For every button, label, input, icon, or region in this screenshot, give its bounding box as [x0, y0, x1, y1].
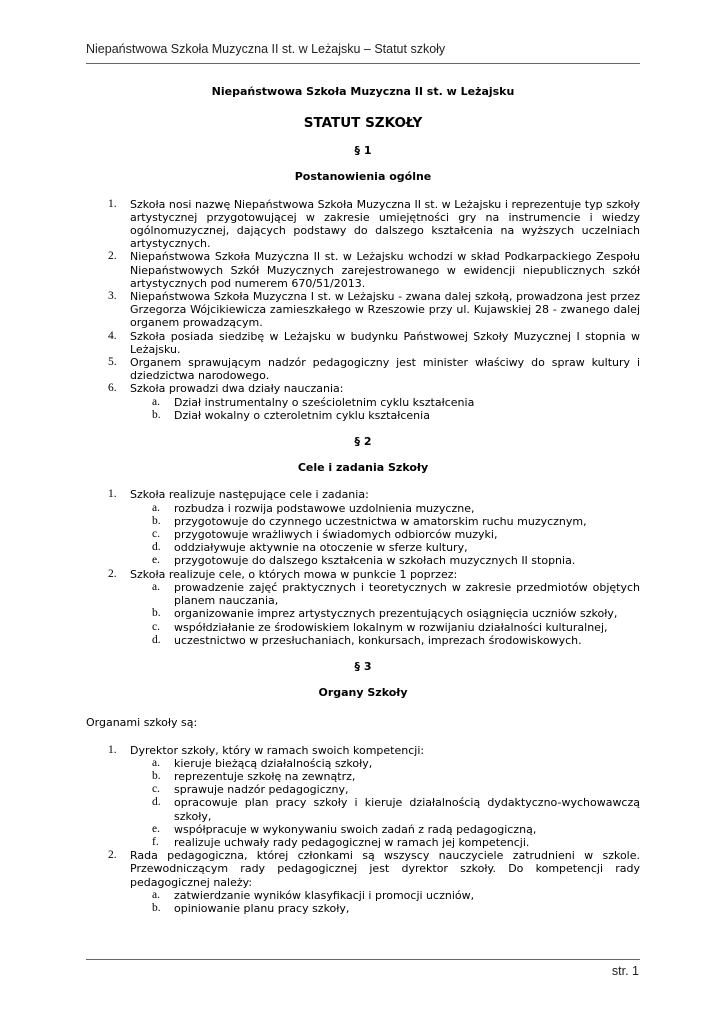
section-3-mark: § 3 — [354, 659, 372, 673]
section-2-heading: Cele i zadania Szkoły — [297, 461, 429, 475]
section-3-intro: Organami szkoły są: — [86, 716, 198, 730]
header-divider — [86, 63, 640, 64]
sub-list-item: c. współdziałanie ze środowiskiem lokalnym w rozwijaniu działalności kulturalnej, — [152, 620, 608, 634]
sub-list-item: c. przygotowuje wrażliwych i świadomych odbiorców muzyki, — [152, 528, 498, 542]
sub-list — [130, 396, 640, 422]
section-2-list — [86, 488, 640, 646]
running-header: Niepaństwowa Szkoła Muzyczna II st. w Leżajsku – Statut szkoły — [86, 42, 446, 56]
sub-list-item: b. Dział wokalny o czteroletnim cyklu kształcenia — [152, 408, 430, 422]
sub-list-item: a. zatwierdzanie wyników klasyfikacji i promocji uczniów, — [152, 888, 475, 902]
list-item: 4. Szkoła posiada siedzibę w Leżajsku w budynku Państwowej Szkoły Muzycznej I stopnia w Leżajsku. — [108, 329, 640, 356]
section-3-heading: Organy Szkoły — [318, 686, 408, 700]
sub-list-item: a. prowadzenie zajęć praktycznych i teoretycznych w zakresie przedmiotów objętych planem nauczania, — [152, 580, 640, 608]
sub-list-item: d. opracowuje plan pracy szkoły i kieruje działalnością dydaktyczno-wychowawczą szkoły, — [152, 796, 640, 823]
sub-list-item: c. sprawuje nadzór pedagogiczny, — [152, 783, 349, 797]
list-item: 6. Szkoła prowadzi dwa działy nauczania: a. Dział instrumentalny o sześcioletnim cyklu kształcenia b. Dział wokalny o czteroletnim cyklu kształcenia — [86, 382, 640, 422]
list-item: 2. Niepaństwowa Szkoła Muzyczna II st. w Leżajsku wchodzi w skład Podkarpackiego Zespołu Niepaństwowych Szkół Muzycznych zarejestrowanego w ewidencji niepublicznych szkół artystycznych pod numerem 670/51/2013. — [108, 250, 640, 290]
sub-list-item: a. kieruje bieżącą działalnością szkoły, — [152, 756, 373, 770]
sub-list-item: e. przygotowuje do dalszego kształcenia w szkołach muzycznych II stopnia. — [152, 554, 576, 568]
sub-list — [130, 757, 640, 849]
page-number: str. 1 — [611, 964, 639, 978]
sub-list-item: d. uczestnictwo w przesłuchaniach, konkursach, imprezach środowiskowych. — [152, 633, 582, 647]
document-body — [86, 85, 640, 915]
sub-list-item: e. współpracuje w wykonywaniu swoich zadań z radą pedagogiczną, — [152, 822, 537, 836]
sub-list-item: f. realizuje uchwały rady pedagogicznej w ramach jej kompetencji. — [152, 835, 530, 849]
list-item: 1. Dyrektor szkoły, który w ramach swoich kompetencji: a. kieruje bieżącą działalnością szkoły, b. reprezentuje szkołę na zewnątrz, c. sprawuje nadzór pedagogiczny, d. opracowuje plan pracy szkoły i kieruje działalnością dydaktyczno-wychowawczą szkoły, e. współpracuje w wykonywaniu swoich zadań z radą pedagogiczną, f. realizuje uchwały rady pedagogicznej w ramach jej kompetencji. — [108, 743, 640, 849]
list-item: 2. Rada pedagogiczna, której członkami są wszyscy nauczyciele zatrudnieni w szkole. Przewodniczącym rady pedagogicznej jest dyrektor szkoły. Do kompetencji rady pedagogicznej należy: a. zatwierdzanie wyników klasyfikacji i promocji uczniów, b. opiniowanie planu pracy szkoły, — [108, 849, 640, 915]
sub-list-item: b. opiniowanie planu pracy szkoły, — [152, 901, 350, 915]
section-3-list — [86, 744, 640, 916]
sub-list-item: b. przygotowuje do czynnego uczestnictwa w amatorskim ruchu muzycznym, — [152, 514, 587, 528]
sub-list-item: a. rozbudza i rozwija podstawowe uzdolnienia muzyczne, — [152, 501, 475, 515]
sub-list-item: d. oddziaływuje aktywnie na otoczenie w sferze kultury, — [152, 541, 468, 555]
sub-list-item: b. reprezentuje szkołę na zewnątrz, — [152, 769, 356, 783]
list-item: 1. Szkoła realizuje następujące cele i zadania: a. rozbudza i rozwija podstawowe uzdolnienia muzyczne, b. przygotowuje do czynnego uczestnictwa w amatorskim ruchu muzycznym, c. przygotowuje wrażliwych i świadomych odbiorców muzyki, d. oddziaływuje aktywnie na otoczenie w sferze kultury, e. przygotowuje do dalszego kształcenia w szkołach muzycznych II stopnia. — [86, 488, 640, 567]
sub-list — [130, 889, 640, 915]
section-1-heading: Postanowienia ogólne — [294, 170, 432, 184]
document-title: STATUT SZKOŁY — [303, 115, 423, 132]
sub-list-item: b. organizowanie imprez artystycznych prezentujących osiągnięcia uczniów szkoły, — [152, 607, 618, 621]
list-item: 3. Niepaństwowa Szkoła Muzyczna I st. w Leżajsku - zwana dalej szkołą, prowadzona jest przez Grzegorza Wójcikiewicza zamieszkałego w Rzeszowie przy ul. Kujawskiej 28 - zwanego dalej organem prowadzącym. — [108, 290, 640, 330]
list-item: 5. Organem sprawującym nadzór pedagogiczny jest minister właściwy do spraw kultury i dziedzictwa narodowego. — [108, 356, 640, 383]
sub-list — [130, 502, 640, 568]
section-1-mark: § 1 — [354, 144, 372, 158]
list-item: 1. Szkoła nosi nazwę Niepaństwowa Szkoła Muzyczna II st. w Leżajsku i reprezentuje typ szkoły artystycznej przygotowującej w zakresie umiejętności gry na instrumencie i wiedzy ogólnomuzycznej, dających podstawy do dalszego kształcenia na wyższych uczelniach artystycznych. — [108, 197, 640, 251]
section-2-mark: § 2 — [354, 435, 372, 449]
footer-divider — [86, 959, 640, 960]
sub-list-item: a. Dział instrumentalny o sześcioletnim cyklu kształcenia — [152, 395, 475, 409]
sub-list — [130, 581, 640, 647]
list-item: 2. Szkoła realizuje cele, o których mowa w punkcie 1 poprzez: a. prowadzenie zajęć praktycznych i teoretycznych w zakresie przedmiotów objętych planem nauczania, b. organizowanie imprez artystycznych prezentujących osiągnięcia uczniów szkoły, c. współdziałanie ze środowiskiem lokalnym w rozwijaniu działalności kulturalnej, d. uczestnictwo w przesłuchaniach, konkursach, imprezach środowiskowych. — [108, 567, 640, 647]
school-name: Niepaństwowa Szkoła Muzyczna II st. w Leżajsku — [211, 85, 515, 98]
section-1-list — [86, 198, 640, 422]
